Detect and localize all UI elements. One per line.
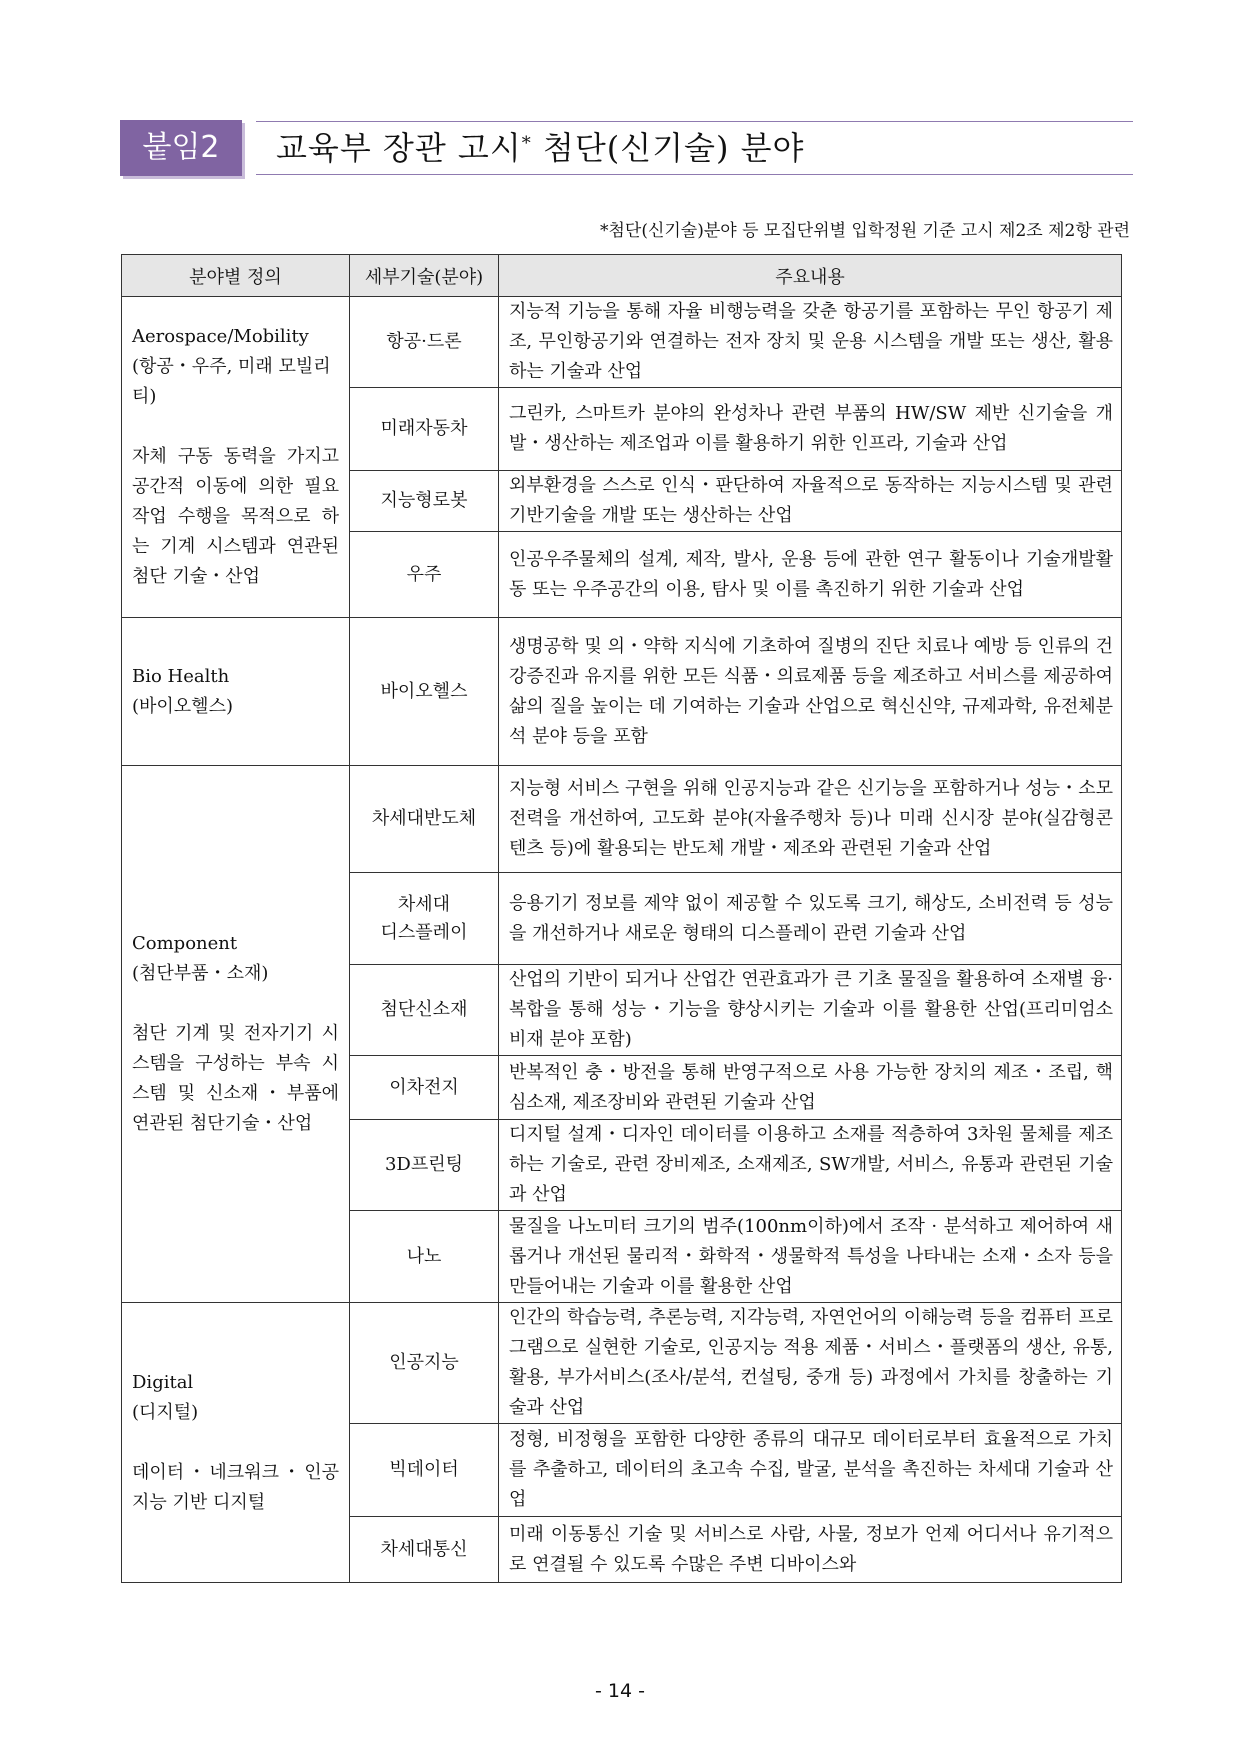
table-header-row <box>122 255 1122 297</box>
title-text-rest: 첨단(신기술) 분야 <box>531 129 805 167</box>
main-content-cell: 미래 이동통신 기술 및 서비스로 사람, 사물, 정보가 언제 어디서나 유기적으로 연결될 수 있도록 수많은 주변 디바이스와 <box>499 1517 1122 1583</box>
header-main-content: 주요내용 <box>499 255 1122 297</box>
table-row <box>122 1303 1122 1424</box>
detail-tech-cell: 미래자동차 <box>350 388 499 471</box>
field-name: Digital (디지털) <box>132 1371 199 1423</box>
main-content-cell: 인공우주물체의 설계, 제작, 발사, 운용 등에 관한 연구 활동이나 기술개발활동 또는 우주공간의 이용, 탐사 및 이를 촉진하기 위한 기술과 산업 <box>499 532 1122 618</box>
detail-tech-cell: 우주 <box>350 532 499 618</box>
detail-tech-cell: 인공지능 <box>350 1303 499 1424</box>
field-definition-cell <box>122 297 350 618</box>
field-definition: 자체 구동 동력을 가지고 공간적 이동에 의한 필요 작업 수행을 목적으로 하는 기계 시스템과 연관된 첨단 기술・산업 <box>132 446 339 587</box>
page-number: - 14 - <box>595 1680 645 1702</box>
field-name: Aerospace/Mobility (항공・우주, 미래 모빌리티) <box>132 326 331 407</box>
table-row <box>122 297 1122 388</box>
footnote-reference: *첨단(신기술)분야 등 모집단위별 입학정원 기준 고시 제2조 제2항 관련 <box>599 221 1130 241</box>
title-footnote-mark: * <box>521 133 532 154</box>
header-rule-bottom <box>256 174 1133 175</box>
field-definition-cell <box>122 1303 350 1583</box>
header-field-definition: 분야별 정의 <box>122 255 350 297</box>
table-row <box>122 766 1122 873</box>
table-body <box>122 297 1122 1583</box>
field-definition: 데이터・네크워크・인공지능 기반 디지털 <box>132 1461 339 1513</box>
detail-tech-cell: 항공·드론 <box>350 297 499 388</box>
main-content-cell: 반복적인 충・방전을 통해 반영구적으로 사용 가능한 장치의 제조・조립, 핵심소재, 제조장비와 관련된 기술과 산업 <box>499 1056 1122 1120</box>
main-content-cell: 지능형 서비스 구현을 위해 인공지능과 같은 신기능을 포함하거나 성능・소모 전력을 개선하여, 고도화 분야(자율주행차 등)나 미래 신시장 분야(실감형콘텐츠 등)에 활용되는 반도체 개발・제조와 관련된 기술과 산업 <box>499 766 1122 873</box>
page-title <box>276 126 804 170</box>
detail-tech-cell: 이차전지 <box>350 1056 499 1120</box>
main-content-cell: 물질을 나노미터 크기의 범주(100nm이하)에서 조작 · 분석하고 제어하여 새롭거나 개선된 물리적・화학적・생물학적 특성을 나타내는 소재・소자 등을 만들어내는 기술과 이를 활용한 산업 <box>499 1211 1122 1303</box>
field-definition-cell <box>122 766 350 1303</box>
fields-table <box>121 254 1122 1583</box>
main-content-cell: 그린카, 스마트카 분야의 완성차나 관련 부품의 HW/SW 제반 신기술을 개발・생산하는 제조업과 이를 활용하기 위한 인프라, 기술과 산업 <box>499 388 1122 471</box>
field-name: Bio Health (바이오헬스) <box>132 665 233 717</box>
main-content-cell: 응용기기 정보를 제약 없이 제공할 수 있도록 크기, 해상도, 소비전력 등 성능을 개선하거나 새로운 형태의 디스플레이 관련 기술과 산업 <box>499 873 1122 965</box>
title-text: 교육부 장관 고시 <box>276 129 522 167</box>
main-content-cell: 외부환경을 스스로 인식・판단하여 자율적으로 동작하는 지능시스템 및 관련 기반기술을 개발 또는 생산하는 산업 <box>499 471 1122 532</box>
detail-tech-cell: 3D프린팅 <box>350 1120 499 1211</box>
detail-tech-cell: 첨단신소재 <box>350 965 499 1056</box>
main-content-cell: 인간의 학습능력, 추론능력, 지각능력, 자연언어의 이해능력 등을 컴퓨터 프로그램으로 실현한 기술로, 인공지능 적용 제품・서비스・플랫폼의 생산, 유통, 활용, 부가서비스(조사/분석, 컨설팅, 중개 등) 과정에서 가치를 창출하는 기술과 산업 <box>499 1303 1122 1424</box>
field-definition: 첨단 기계 및 전자기기 시스템을 구성하는 부속 시스템 및 신소재・부품에 연관된 첨단기술・산업 <box>132 1023 339 1134</box>
main-content-cell: 정형, 비정형을 포함한 다양한 종류의 대규모 데이터로부터 효율적으로 가치를 추출하고, 데이터의 초고속 수집, 발굴, 분석을 촉진하는 차세대 기술과 산업 <box>499 1424 1122 1517</box>
main-content-cell: 지능적 기능을 통해 자율 비행능력을 갖춘 항공기를 포함하는 무인 항공기 제조, 무인항공기와 연결하는 전자 장치 및 운용 시스템을 개발 또는 생산, 활용하는 기술과 산업 <box>499 297 1122 388</box>
header-detail-tech: 세부기술(분야) <box>350 255 499 297</box>
main-content-cell: 디지털 설계・디자인 데이터를 이용하고 소재를 적층하여 3차원 물체를 제조하는 기술로, 관련 장비제조, 소재제조, SW개발, 서비스, 유통과 관련된 기술과 산업 <box>499 1120 1122 1211</box>
main-content-cell: 생명공학 및 의・약학 지식에 기초하여 질병의 진단 치료나 예방 등 인류의 건강증진과 유지를 위한 모든 식품・의료제품 등을 제조하고 서비스를 제공하여 삶의 질을 높이는 데 기여하는 기술과 산업으로 혁신신약, 규제과학, 유전체분석 분야 등을 포함 <box>499 618 1122 766</box>
detail-tech-cell: 차세대 디스플레이 <box>350 873 499 965</box>
detail-tech-cell: 차세대통신 <box>350 1517 499 1583</box>
detail-tech-cell: 나노 <box>350 1211 499 1303</box>
attachment-badge: 붙임2 <box>120 120 242 176</box>
detail-tech-cell: 지능형로봇 <box>350 471 499 532</box>
field-definition-cell <box>122 618 350 766</box>
detail-tech-cell: 바이오헬스 <box>350 618 499 766</box>
section-header <box>120 120 1133 176</box>
detail-tech-cell: 빅데이터 <box>350 1424 499 1517</box>
detail-tech-cell: 차세대반도체 <box>350 766 499 873</box>
main-content-cell: 산업의 기반이 되거나 산업간 연관효과가 큰 기초 물질을 활용하여 소재별 융·복합을 통해 성능・기능을 향상시키는 기술과 이를 활용한 산업(프리미엄소비재 분야 포함) <box>499 965 1122 1056</box>
header-rule-top <box>256 121 1133 122</box>
field-name: Component (첨단부품・소재) <box>132 933 269 984</box>
table-row <box>122 618 1122 766</box>
